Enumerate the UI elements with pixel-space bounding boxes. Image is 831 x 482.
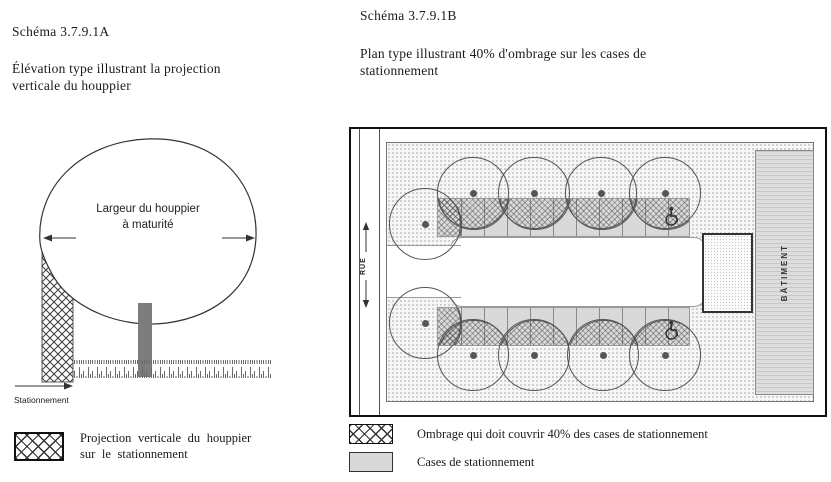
crown-width-label-line1: Largeur du houppier — [96, 203, 200, 215]
plan-drawing — [349, 127, 827, 417]
schema-b-title-line1: Plan type illustrant 40% d'ombrage sur les cases de — [360, 46, 647, 61]
parking-extent-arrow — [15, 383, 73, 390]
crown-shade-overlap — [630, 320, 690, 346]
schema-b-title-line2: stationnement — [360, 63, 439, 78]
legend-a-hatch-swatch — [14, 432, 64, 461]
schema-a-label: Schéma 3.7.9.1A — [12, 24, 110, 39]
crown-width-label-line2: à maturité — [122, 219, 174, 231]
driveway-aisle — [450, 237, 706, 307]
schema-b-title — [360, 45, 646, 79]
legend-a-label-line1: Projection verticale du houppier — [80, 431, 252, 445]
wheelchair-icon — [663, 320, 678, 340]
tree-crown — [40, 139, 256, 324]
crown-shade-overlap — [499, 320, 571, 346]
street-direction-arrow — [360, 222, 372, 308]
street-curb-line — [379, 129, 380, 415]
building-label: BÂTIMENT — [780, 243, 789, 302]
elevation-drawing — [10, 130, 330, 420]
parking-row-bottom — [437, 307, 690, 346]
schema-a-title-line1: Élévation type illustrant la projection — [12, 61, 221, 76]
schema-b-label: Schéma 3.7.9.1B — [360, 8, 457, 23]
legend-b-shade-swatch — [349, 424, 393, 444]
legend-b-stall-label: Cases de stationnement — [417, 455, 535, 469]
street-label: RUE — [360, 257, 367, 275]
wheelchair-icon — [663, 206, 678, 226]
legend-b-stall-swatch — [349, 452, 393, 472]
driveway-entrance — [387, 245, 461, 298]
building — [755, 150, 814, 395]
legend-b-shade-label: Ombrage qui doit couvrir 40% des cases de stationnement — [417, 427, 708, 441]
legend-a-label — [80, 430, 325, 462]
crown-shade-overlap — [630, 198, 690, 230]
parking-label: Stationnement — [14, 395, 69, 405]
crown-shade-overlap — [568, 320, 640, 346]
legend-a-label-line2: sur le stationnement — [80, 447, 188, 461]
crown-shade-overlap — [499, 198, 571, 230]
schema-a-title — [12, 60, 221, 94]
parking-row-top — [437, 198, 690, 237]
entrance-plaza — [702, 233, 753, 313]
schema-a-title-line2: verticale du houppier — [12, 78, 131, 93]
grass — [74, 360, 272, 378]
